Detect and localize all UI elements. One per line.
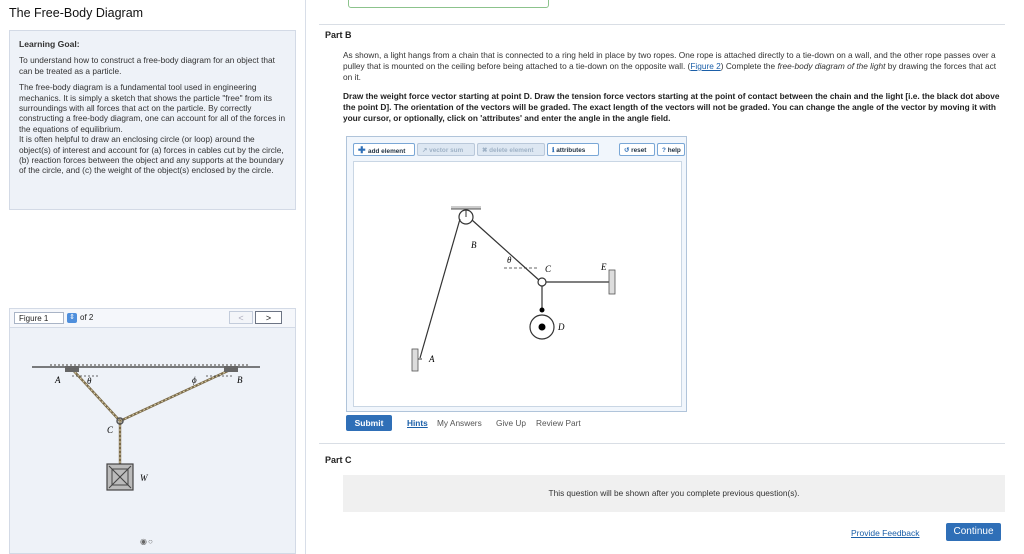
previous-answer-box — [348, 0, 549, 8]
hints-link[interactable]: Hints — [407, 418, 428, 428]
wall-E — [609, 270, 615, 294]
part-b-label: Part B — [325, 30, 352, 40]
delete-icon: ✖ — [482, 147, 490, 154]
delete-element-label: delete element — [489, 147, 534, 154]
label-theta: θ — [87, 376, 92, 386]
intro-text-1: As shown, a light hangs from a chain that is connected to a ring held in place by two ropes. One rope is attached directly to a tie-down on a wall, and the other rope passes over a pulley that is mounted on the ceiling before being attached to a tie-down on the opposite wall. ( — [343, 50, 996, 71]
left-hook — [65, 366, 79, 372]
label-W: W — [140, 473, 148, 483]
label-B: B — [471, 240, 477, 250]
figure-count: of 2 — [80, 313, 94, 322]
right-hook — [224, 366, 238, 372]
reset-label: reset — [631, 147, 647, 154]
vector-sum-icon: ↗ — [422, 147, 430, 154]
figure-2-link[interactable]: Figure 2 — [690, 61, 721, 71]
label-D: D — [558, 322, 565, 332]
label-phi: ϕ — [192, 375, 197, 385]
figure-1-diagram — [10, 329, 295, 535]
label-C: C — [545, 264, 552, 274]
give-up-button[interactable]: Give Up — [496, 418, 526, 428]
label-A: A — [429, 354, 435, 364]
divider-top — [319, 24, 1005, 25]
part-c-message: This question will be shown after you complete previous question(s). — [548, 488, 800, 498]
main-content — [319, 0, 1005, 554]
spinner-icon[interactable]: ⇕ — [67, 313, 77, 323]
label-A: A — [55, 375, 61, 385]
add-element-label: add element — [368, 148, 406, 155]
part-b-intro — [343, 50, 998, 83]
part-c-label: Part C — [325, 455, 352, 465]
vector-sum-label: vector sum — [429, 147, 464, 154]
next-figure-button[interactable]: > — [255, 311, 282, 324]
intro-italic: free-body diagram of the light — [777, 61, 886, 71]
rope-pulley-to-A — [420, 219, 460, 358]
learning-goal-text: To understand how to construct a free-body diagram for an object that can be treated as a particle. — [19, 55, 275, 76]
add-element-button[interactable] — [353, 143, 415, 156]
review-part-button[interactable]: Review Part — [536, 418, 581, 428]
intro-paragraph-1: The free-body diagram is a fundamental tool used in engineering mechanics. It is simply a sketch that shows the particle "free" from its surroundings with all forces that act on the particle. By correctly constructing a free-body diagram, one can account for all of the forces in the equations of equilibrium. — [19, 82, 286, 134]
plus-icon: ✚ — [358, 145, 369, 155]
divider-bottom — [319, 443, 1005, 444]
continue-button[interactable]: Continue — [946, 523, 1001, 541]
reset-icon: ↺ — [624, 147, 632, 154]
intro-paragraph-2: It is often helpful to draw an enclosing circle (or loop) around the object(s) of interest and account for (a) forces in cables cut by the circle, (b) reaction forces between the object and any supports at the boundary of the circle, and (c) the weight of the object(s) enclosed by the circle. — [19, 134, 284, 176]
part-c-box — [343, 475, 1005, 512]
rope-pulley-to-C — [472, 220, 540, 281]
page-title: The Free-Body Diagram — [9, 6, 144, 20]
label-B: B — [237, 375, 243, 385]
figure-page-dots[interactable]: ◉○ — [140, 537, 154, 546]
attributes-label: attributes — [556, 147, 586, 154]
drawing-tool — [346, 136, 687, 412]
part-b-instructions: Draw the weight force vector starting at point D. Draw the tension force vectors starting at the point of contact between the chain and the light [i.e. the black dot above the point D]. The orientation of the vectors will be graded. The exact length of the vectors will not be graded. You can change the angle of the vector by moving it with your cursor, or optionally, click on 'attributes' and enter the angle in the angle field. — [343, 91, 1000, 123]
intro-text-2: ) Complete the — [720, 61, 778, 71]
intro-text-3: by drawing the forces that act on it. — [343, 61, 997, 82]
figure-header — [10, 309, 295, 328]
label-C: C — [107, 425, 114, 435]
label-E: E — [601, 262, 607, 272]
contact-dot — [540, 308, 545, 313]
figure-select[interactable]: Figure 1 — [14, 312, 64, 324]
attributes-button[interactable] — [547, 143, 599, 156]
reset-button[interactable] — [619, 143, 655, 156]
point-D-dot — [539, 324, 546, 331]
learning-goal-heading: Learning Goal: — [19, 39, 80, 49]
ring-C — [538, 278, 546, 286]
learning-goal-box — [9, 30, 296, 210]
help-icon: ? — [662, 147, 668, 154]
left-panel — [0, 0, 306, 554]
info-icon: ℹ — [552, 147, 557, 154]
delete-element-button[interactable] — [477, 143, 545, 156]
wall-A — [412, 349, 418, 371]
label-theta: θ — [507, 255, 512, 265]
my-answers-button[interactable]: My Answers — [437, 418, 482, 428]
help-button[interactable] — [657, 143, 685, 156]
figure-panel — [9, 308, 296, 554]
drawing-toolbar — [351, 141, 682, 157]
submit-button[interactable]: Submit — [346, 415, 392, 431]
vector-sum-button[interactable] — [417, 143, 475, 156]
drawing-canvas[interactable] — [353, 161, 682, 407]
previous-figure-button[interactable]: < — [229, 311, 253, 324]
figure-2-diagram[interactable] — [354, 162, 681, 406]
provide-feedback-link[interactable]: Provide Feedback — [851, 528, 920, 538]
help-label: help — [667, 147, 681, 154]
